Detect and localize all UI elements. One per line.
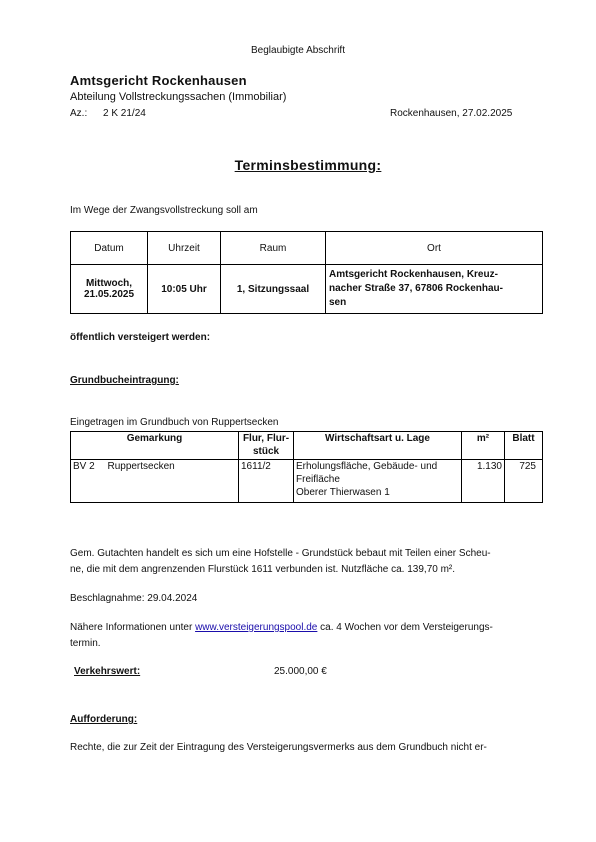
grundbuch-table-row [71,460,543,503]
gutachten-line-2: ne, die mit dem angrenzenden Flurstück 1611 verbunden ist. Nutzfläche ca. 139,70 m². [70,564,456,575]
beschlagnahme: Beschlagnahme: 29.04.2024 [70,593,198,604]
info-paragraph [70,620,540,652]
termin-table-header [71,232,543,265]
cell-wirtschaftsart [294,460,462,503]
header-qm: m² [462,432,505,460]
cell-blatt: 725 [505,460,543,503]
grundbuch-heading: Grundbucheintragung: [70,375,179,386]
header-blatt: Blatt [505,432,543,460]
versteigerungspool-link[interactable]: www.versteigerungspool.de [195,622,318,633]
ort-line-2: nacher Straße 37, 67806 Rockenhau- [329,283,503,294]
cell-gemarkung [71,460,239,503]
cell-qm: 1.130 [462,460,505,503]
header-uhrzeit: Uhrzeit [148,232,221,265]
aufforderung-text: Rechte, die zur Zeit der Eintragung des Versteigerungsvermerks aus dem Grundbuch nicht er- [70,742,487,753]
grundbuch-table [70,431,543,503]
header-ort: Ort [326,232,543,265]
cell-datum [71,265,148,314]
az-value: 2 K 21/24 [103,108,146,119]
flur-line-1: Flur, Flur- [242,433,290,444]
info-line-1 [70,620,540,636]
header-flur [239,432,294,460]
datum-line-2: 21.05.2025 [83,289,135,300]
info-prefix: Nähere Informationen unter [70,622,196,633]
grundbuch-table-header [71,432,543,460]
cell-ort [326,265,543,314]
info-line-2: termin. [70,638,101,649]
termin-table-row [71,265,543,314]
aufforderung-heading: Aufforderung: [70,714,138,725]
az-label: Az.: [70,108,88,119]
termin-table [70,231,543,314]
place-date: Rockenhausen, 27.02.2025 [390,108,513,119]
verkehrswert-value: 25.000,00 € [274,666,327,677]
ort-line-1: Amtsgericht Rockenhausen, Kreuz- [329,269,498,280]
versteigert-text: öffentlich versteigert werden: [70,332,211,343]
header-wirtschaftsart: Wirtschaftsart u. Lage [294,432,462,460]
department: Abteilung Vollstreckungssachen (Immobiliar) [70,91,287,103]
gutachten-paragraph [70,546,540,578]
cell-raum: 1, Sitzungssaal [221,265,326,314]
header-datum: Datum [71,232,148,265]
bv-number: BV 2 [73,461,95,472]
datum-line-1: Mittwoch, [85,278,133,289]
header-raum: Raum [221,232,326,265]
ort-line-3: sen [329,297,347,308]
verkehrswert-label: Verkehrswert: [74,666,141,677]
wirtschaftsart-line-3: Oberer Thierwasen 1 [296,487,390,498]
wirtschaftsart-line-2: Freifläche [296,474,340,485]
cell-uhrzeit: 10:05 Uhr [148,265,221,314]
intro-text: Im Wege der Zwangsvollstreckung soll am [70,205,258,216]
flur-line-2: stück [252,446,280,457]
header-gemarkung: Gemarkung [71,432,239,460]
gutachten-line-1: Gem. Gutachten handelt es sich um eine Hofstelle - Grundstück bebaut mit Teilen einer Scheu- [70,548,491,559]
cell-flurstueck: 1611/2 [239,460,294,503]
info-suffix: ca. 4 Wochen vor dem Versteigerungs- [317,622,493,633]
copy-note: Beglaubigte Abschrift [251,45,345,56]
grundbuch-intro: Eingetragen im Grundbuch von Ruppertsecken [70,417,279,428]
court-name: Amtsgericht Rockenhausen [70,73,247,88]
document-title: Terminsbestimmung: [234,157,382,173]
wirtschaftsart-line-1: Erholungsfläche, Gebäude- und [296,461,438,472]
gemarkung-value: Ruppertsecken [107,461,175,472]
